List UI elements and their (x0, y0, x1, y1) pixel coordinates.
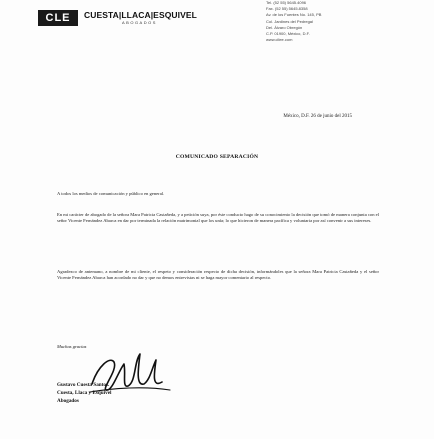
signer-name: Gustavo Cuesta Santos. (57, 382, 110, 388)
salutation-paragraph: A todos los medios de comunicación y público en general. (57, 191, 165, 196)
signer-block (57, 381, 111, 406)
closing-text: Muchas gracias (57, 344, 87, 349)
firm-logo (38, 10, 197, 26)
address-line: Col. Jardines del Pedregal (266, 18, 313, 24)
signer-firm: Cuesta, Llaca y Esquivel (57, 390, 112, 397)
address-line: C.P. 01900, México, D.F. (266, 31, 310, 37)
logo-mark: CLE (38, 10, 78, 26)
address-line: Fax. (52 55) 5645.8358 (266, 6, 308, 12)
body-paragraph: En mi carácter de abogado de la señora Mara Patricia Castañeda, y a petición suya, por éste conducto hago de su conocimiento la decisión que tomó de manera conjunta con el señor Vicente Fernández Abarca en dar por terminada la relación matrimonial que los unía; lo que hicieron de manera pacífica y voluntaria por así convenir a sus intereses. (57, 212, 379, 224)
address-block (266, 0, 321, 43)
address-line: Av. de los Fuentes No. 145, PB (266, 12, 322, 18)
firm-subtitle: ABOGADOS (122, 20, 157, 26)
firm-name: CUESTA|LLACA|ESQUIVEL (84, 9, 197, 20)
address-line: www.cllee.com (266, 37, 293, 43)
body-paragraph: Agradezco de antemano, a nombre de mi cliente, el respeto y consideración respecto de dicha decisión, informándoles que la señora Mara Patricia Castañeda y el señor Vicente Fernández Abarca han acordado no dar y que no demos entrevistas ni se haga mayor comentario al respecto. (57, 269, 379, 281)
address-line: Tel. (52 55) 5645.4096 (266, 0, 307, 5)
letter-date: México, D.F. 26 de junio del 2015 (283, 114, 352, 119)
signer-title: Abogados (57, 398, 79, 405)
address-line: Del. Álvaro Obregón (266, 24, 303, 30)
letter-subject: COMUNICADO SEPARACIÓN (175, 154, 259, 160)
